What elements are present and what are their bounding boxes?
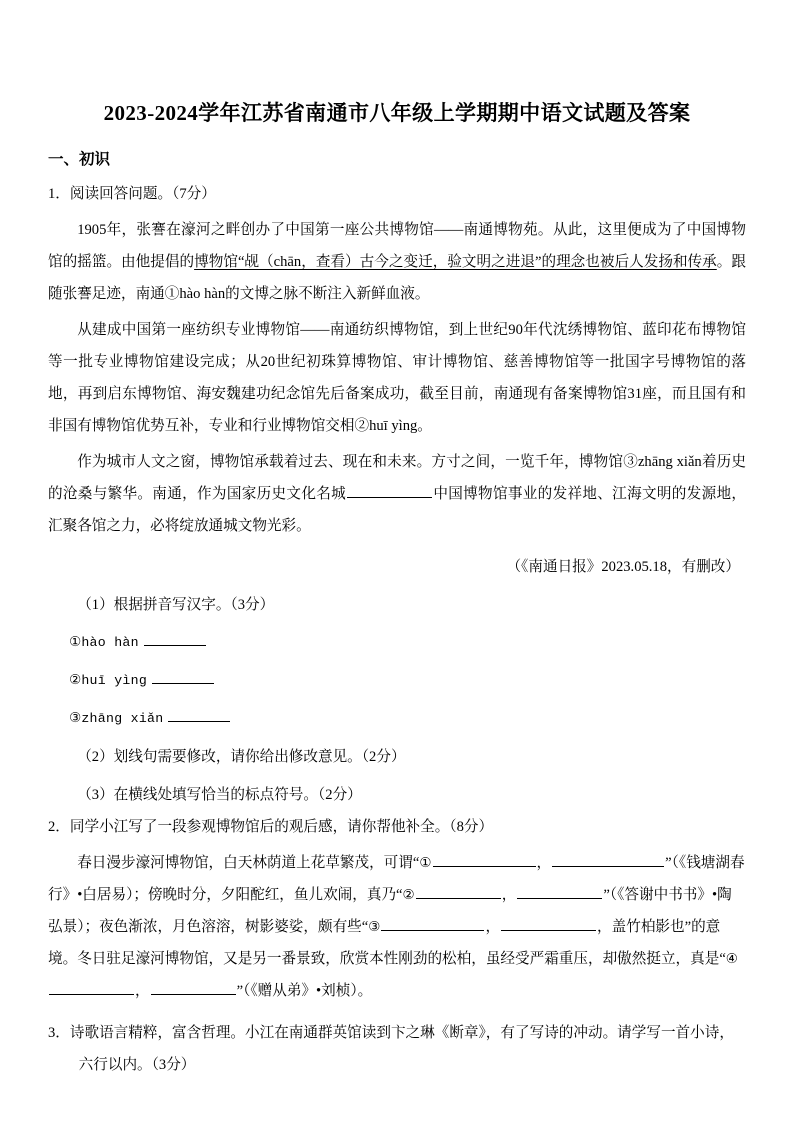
q2-segment-9: ”（《赠从弟》•刘桢）。	[236, 983, 373, 999]
q2-segment-8: ，	[135, 983, 150, 999]
q2-blank-label-2: ②	[402, 887, 415, 902]
pinyin-answer-blank-2[interactable]	[152, 668, 214, 684]
q2-segment-5: ”（《答谢中书书》•陶弘景）；夜色渐浓，月色溶溶，树影婆娑，颇有些“	[48, 887, 732, 935]
pinyin-item-3-label: ③	[69, 710, 82, 725]
pinyin-item-3-pinyin: zhāng xiǎn	[81, 711, 164, 726]
q2-segment-4: ，	[501, 887, 517, 903]
passage-p1-text-before: 1905年，张謇在濠河之畔创办了中国第一座公共博物馆——南通博物苑。从此，这里便成为了中国博物馆的摇篮。由他提倡的	[48, 222, 746, 270]
question-1-stem: 1．阅读回答问题。（7分）	[48, 186, 216, 202]
q2-segment-1: 春日漫步濠河博物馆，白天林荫道上花草繁茂，可谓“	[77, 855, 420, 871]
passage-source-attribution: （《南通日报》2023.05.18，有删改）	[506, 559, 740, 575]
pinyin-answer-blank-1[interactable]	[144, 630, 206, 646]
question-3-line-2: 六行以内。（3分）	[78, 1057, 196, 1073]
q2-blank-label-1: ①	[419, 855, 432, 870]
page-title: 2023-2024学年江苏省南通市八年级上学期期中语文试题及答案	[103, 101, 691, 125]
question-2-body	[48, 843, 746, 1007]
punctuation-fill-blank[interactable]	[347, 482, 432, 498]
q2-answer-blank-1a[interactable]	[433, 851, 536, 867]
q2-answer-blank-4b[interactable]	[151, 979, 236, 995]
pinyin-item-1-label: ①	[69, 634, 82, 649]
passage-p1-text-after: 。跟随张謇足迹，南通①hào hàn的文博之脉不断注入新鲜血液。	[48, 254, 746, 302]
q2-answer-blank-3b[interactable]	[501, 915, 596, 931]
q2-answer-blank-1b[interactable]	[552, 851, 664, 867]
q2-answer-blank-2a[interactable]	[416, 883, 501, 899]
q2-answer-blank-2b[interactable]	[517, 883, 602, 899]
pinyin-item-2-label: ②	[69, 672, 82, 687]
q2-answer-blank-4a[interactable]	[49, 979, 134, 995]
pinyin-item-1	[48, 620, 746, 658]
q2-segment-2: ，	[536, 855, 552, 871]
question-3	[48, 1007, 746, 1081]
question-2-stem: 2．同学小江写了一段参观博物馆后的观后感，请你帮他补全。（8分）	[48, 819, 494, 835]
sub-question-2: （2）划线句需要修改，请你给出修改意见。（2分）	[77, 749, 406, 765]
passage-p3-text-part2: 中国博物馆事业的发祥地、江海文明的发源地，汇聚各馆之力，必将绽放通城文物光彩。	[48, 486, 746, 534]
pinyin-answer-blank-3[interactable]	[168, 706, 230, 722]
pinyin-item-2	[48, 658, 746, 696]
q2-blank-label-3: ③	[368, 919, 381, 934]
passage-p3-text-part1: 作为城市人文之窗，博物馆承载着过去、现在和未来。方寸之间，一览千年，博物馆③zhāng xiǎn着历史的沧桑与繁华。南通，作为国家历史文化名城	[48, 454, 746, 502]
pinyin-item-2-pinyin: huī yìng	[81, 673, 148, 688]
q2-blank-label-4: ④	[725, 951, 738, 966]
passage-p1-underlined-sentence: 博物馆“觇（chān，查看）古今之变迁，验文明之进退”的理念也被后人发扬和传承	[194, 254, 717, 270]
document-content	[48, 0, 746, 1081]
q2-segment-3: ”（《钱塘湖春行》•白居易）；傍晚时分，夕阳酡红，鱼儿欢闹，真乃“	[48, 855, 745, 903]
q2-segment-6: ，	[485, 919, 501, 935]
passage-paragraph-3	[48, 442, 746, 542]
question-3-line-1: 3．诗歌语言精粹，富含哲理。小江在南通群英馆读到卞之琳《断章》，有了写诗的冲动。请学写一首小诗，	[48, 1025, 734, 1041]
pinyin-item-3	[48, 696, 746, 734]
sub-question-3: （3）在横线处填写恰当的标点符号。（2分）	[77, 787, 362, 803]
passage-paragraph-1	[48, 210, 746, 310]
q2-segment-7: ，盖竹柏影也”的意境。冬日驻足濠河博物馆，又是另一番景致，欣赏本性刚劲的松柏，虽经受严霜重压，却傲然挺立，真是“	[48, 919, 726, 967]
pinyin-item-1-pinyin: hào hàn	[81, 635, 139, 650]
passage-paragraph-2: 从建成中国第一座纺织专业博物馆——南通纺织博物馆，到上世纪90年代沈绣博物馆、蓝印花布博物馆等一批专业博物馆建设完成；从20世纪初珠算博物馆、审计博物馆、慈善博物馆等一批国字号博物馆的落地，再到启东博物馆、海安魏建功纪念馆先后备案成功，截至目前，南通现有备案博物馆31座，而且国有和非国有博物馆优势互补，专业和行业博物馆交相②huī yìng。	[48, 322, 746, 434]
q2-answer-blank-3a[interactable]	[381, 915, 484, 931]
sub-question-1: （1）根据拼音写汉字。（3分）	[77, 597, 275, 613]
section-heading: 一、初识	[48, 151, 111, 168]
